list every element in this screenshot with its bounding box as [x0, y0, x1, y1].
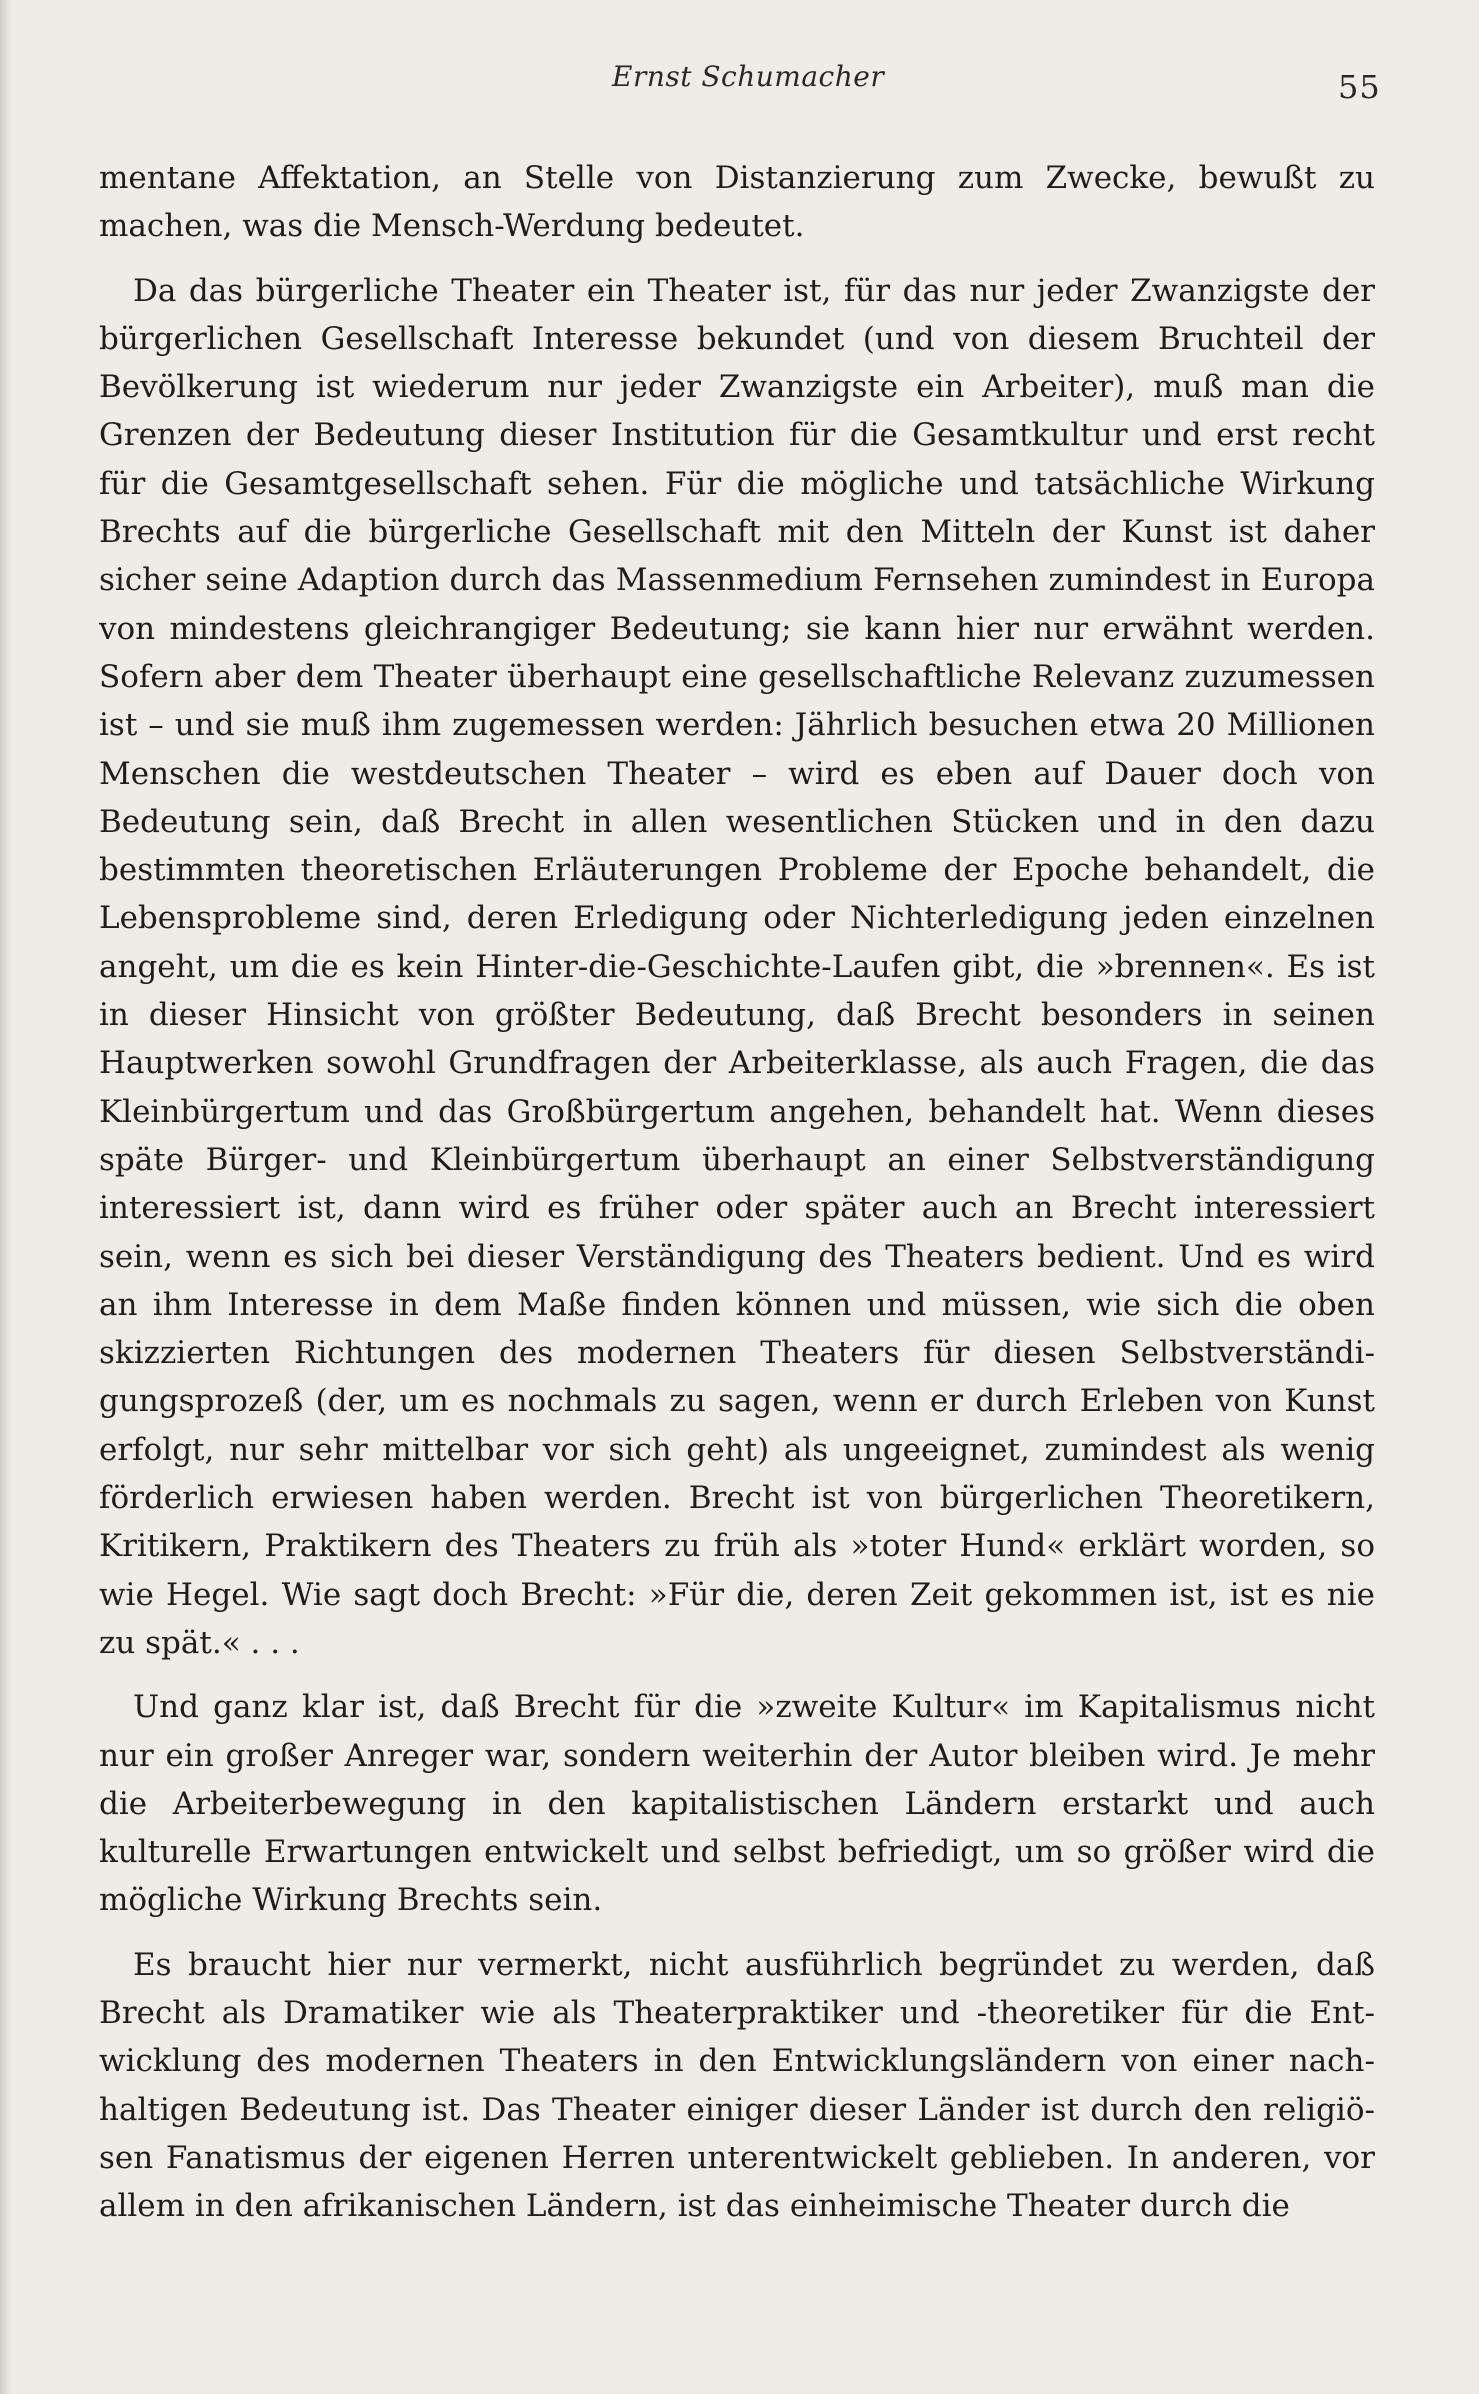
paragraph-2: Da das bürgerliche Theater ein Theater ist, für das nur jeder Zwanzigste der bürgerlichen Gesellschaft Interesse bekundet (und von diesem Bruchteil der Bevölkerung ist wiederum nur jeder Zwanzigste ein Arbeiter), muß man die Grenzen der Bedeutung dieser Institution für die Gesamtkultur und erst recht für die Gesamtgesellschaft sehen. Für die mögliche und tatsächliche Wirkung Brechts auf die bürgerliche Gesellschaft mit den Mitteln der Kunst ist daher sicher seine Adaption durch das Massenmedium Fernsehen zumindest in Europa von mindestens gleichrangiger Bedeutung; sie kann hier nur erwähnt werden. Sofern aber dem Theater überhaupt eine gesellschaftliche Relevanz zuzumessen ist – und sie muß ihm zugemessen werden: Jährlich besuchen etwa 20 Millionen Menschen die westdeutschen Theater – wird es eben auf Dauer doch von Bedeutung sein, daß Brecht in allen wesentlichen Stücken und in den dazu bestimmten theoretischen Erläuterungen Probleme der Epoche behandelt, die Lebensprobleme sind, deren Erledigung oder Nichterledigung jeden einzelnen angeht, um die es kein Hinter-die-Geschichte-Laufen gibt, die »brennen«. Es ist in dieser Hinsicht von größter Bedeutung, daß Brecht besonders in seinen Hauptwerken sowohl Grundfragen der Arbeiterklasse, als auch Fragen, die das Kleinbürgertum und das Großbürgertum angehen, behandelt hat. Wenn dieses späte Bürger- und Kleinbürgertum überhaupt an einer Selbstverständigung interessiert ist, dann wird es früher oder später auch an Brecht interessiert sein, wenn es sich bei dieser Verständigung des Theaters bedient. Und es wird an ihm Interesse in dem Maße finden können und müssen, wie sich die oben skizzierten Richtungen des modernen Theaters für diesen Selbstverständigungsprozeß (der, um es nochmals zu sagen, wenn er durch Erleben von Kunst erfolgt, nur sehr mittelbar vor sich geht) als ungeeignet, zumindest als wenig förderlich erwiesen haben werden. Brecht ist von bürgerlichen Theoretikern, Kritikern, Praktikern des Theaters zu früh als »toter Hund« erklärt worden, so wie Hegel. Wie sagt doch Brecht: »Für die, deren Zeit gekommen ist, ist es nie zu spät.« . . . — [99, 272, 1375, 1661]
page-number: 55 — [1338, 68, 1381, 106]
body-text — [99, 154, 1375, 2230]
running-head — [0, 60, 1479, 110]
paragraph-1: mentane Affektation, an Stelle von Distanzierung zum Zwecke, bewußt zu machen, was die Mensch-Werdung bedeutet. — [99, 160, 1375, 245]
running-head-title: Ernst Schumacher — [612, 60, 885, 93]
paragraph-3: Und ganz klar ist, daß Brecht für die »zweite Kultur« im Kapitalismus nicht nur ein großer Anreger war, sondern weiterhin der Autor bleiben wird. Je mehr die Arbeiterbewegung in den kapitalistischen Ländern erstarkt und auch kulturelle Erwartungen entwickelt und selbst befriedigt, um so größer wird die mögliche Wirkung Brechts sein. — [99, 1689, 1375, 1919]
page-gutter-shadow — [0, 0, 14, 2394]
paragraph-4: Es braucht hier nur vermerkt, nicht ausführlich begründet zu werden, daß Brecht als Dramatiker wie als Theaterpraktiker und -theoretiker für die Entwicklung des modernen Theaters in den Entwicklungsländern von einer nachhaltigen Bedeutung ist. Das Theater einiger dieser Länder ist durch den religiösen Fanatismus der eigenen Herren unterentwickelt geblieben. In anderen, vor allem in den afrikanischen Ländern, ist das einheimische Theater durch die — [99, 1946, 1375, 2225]
